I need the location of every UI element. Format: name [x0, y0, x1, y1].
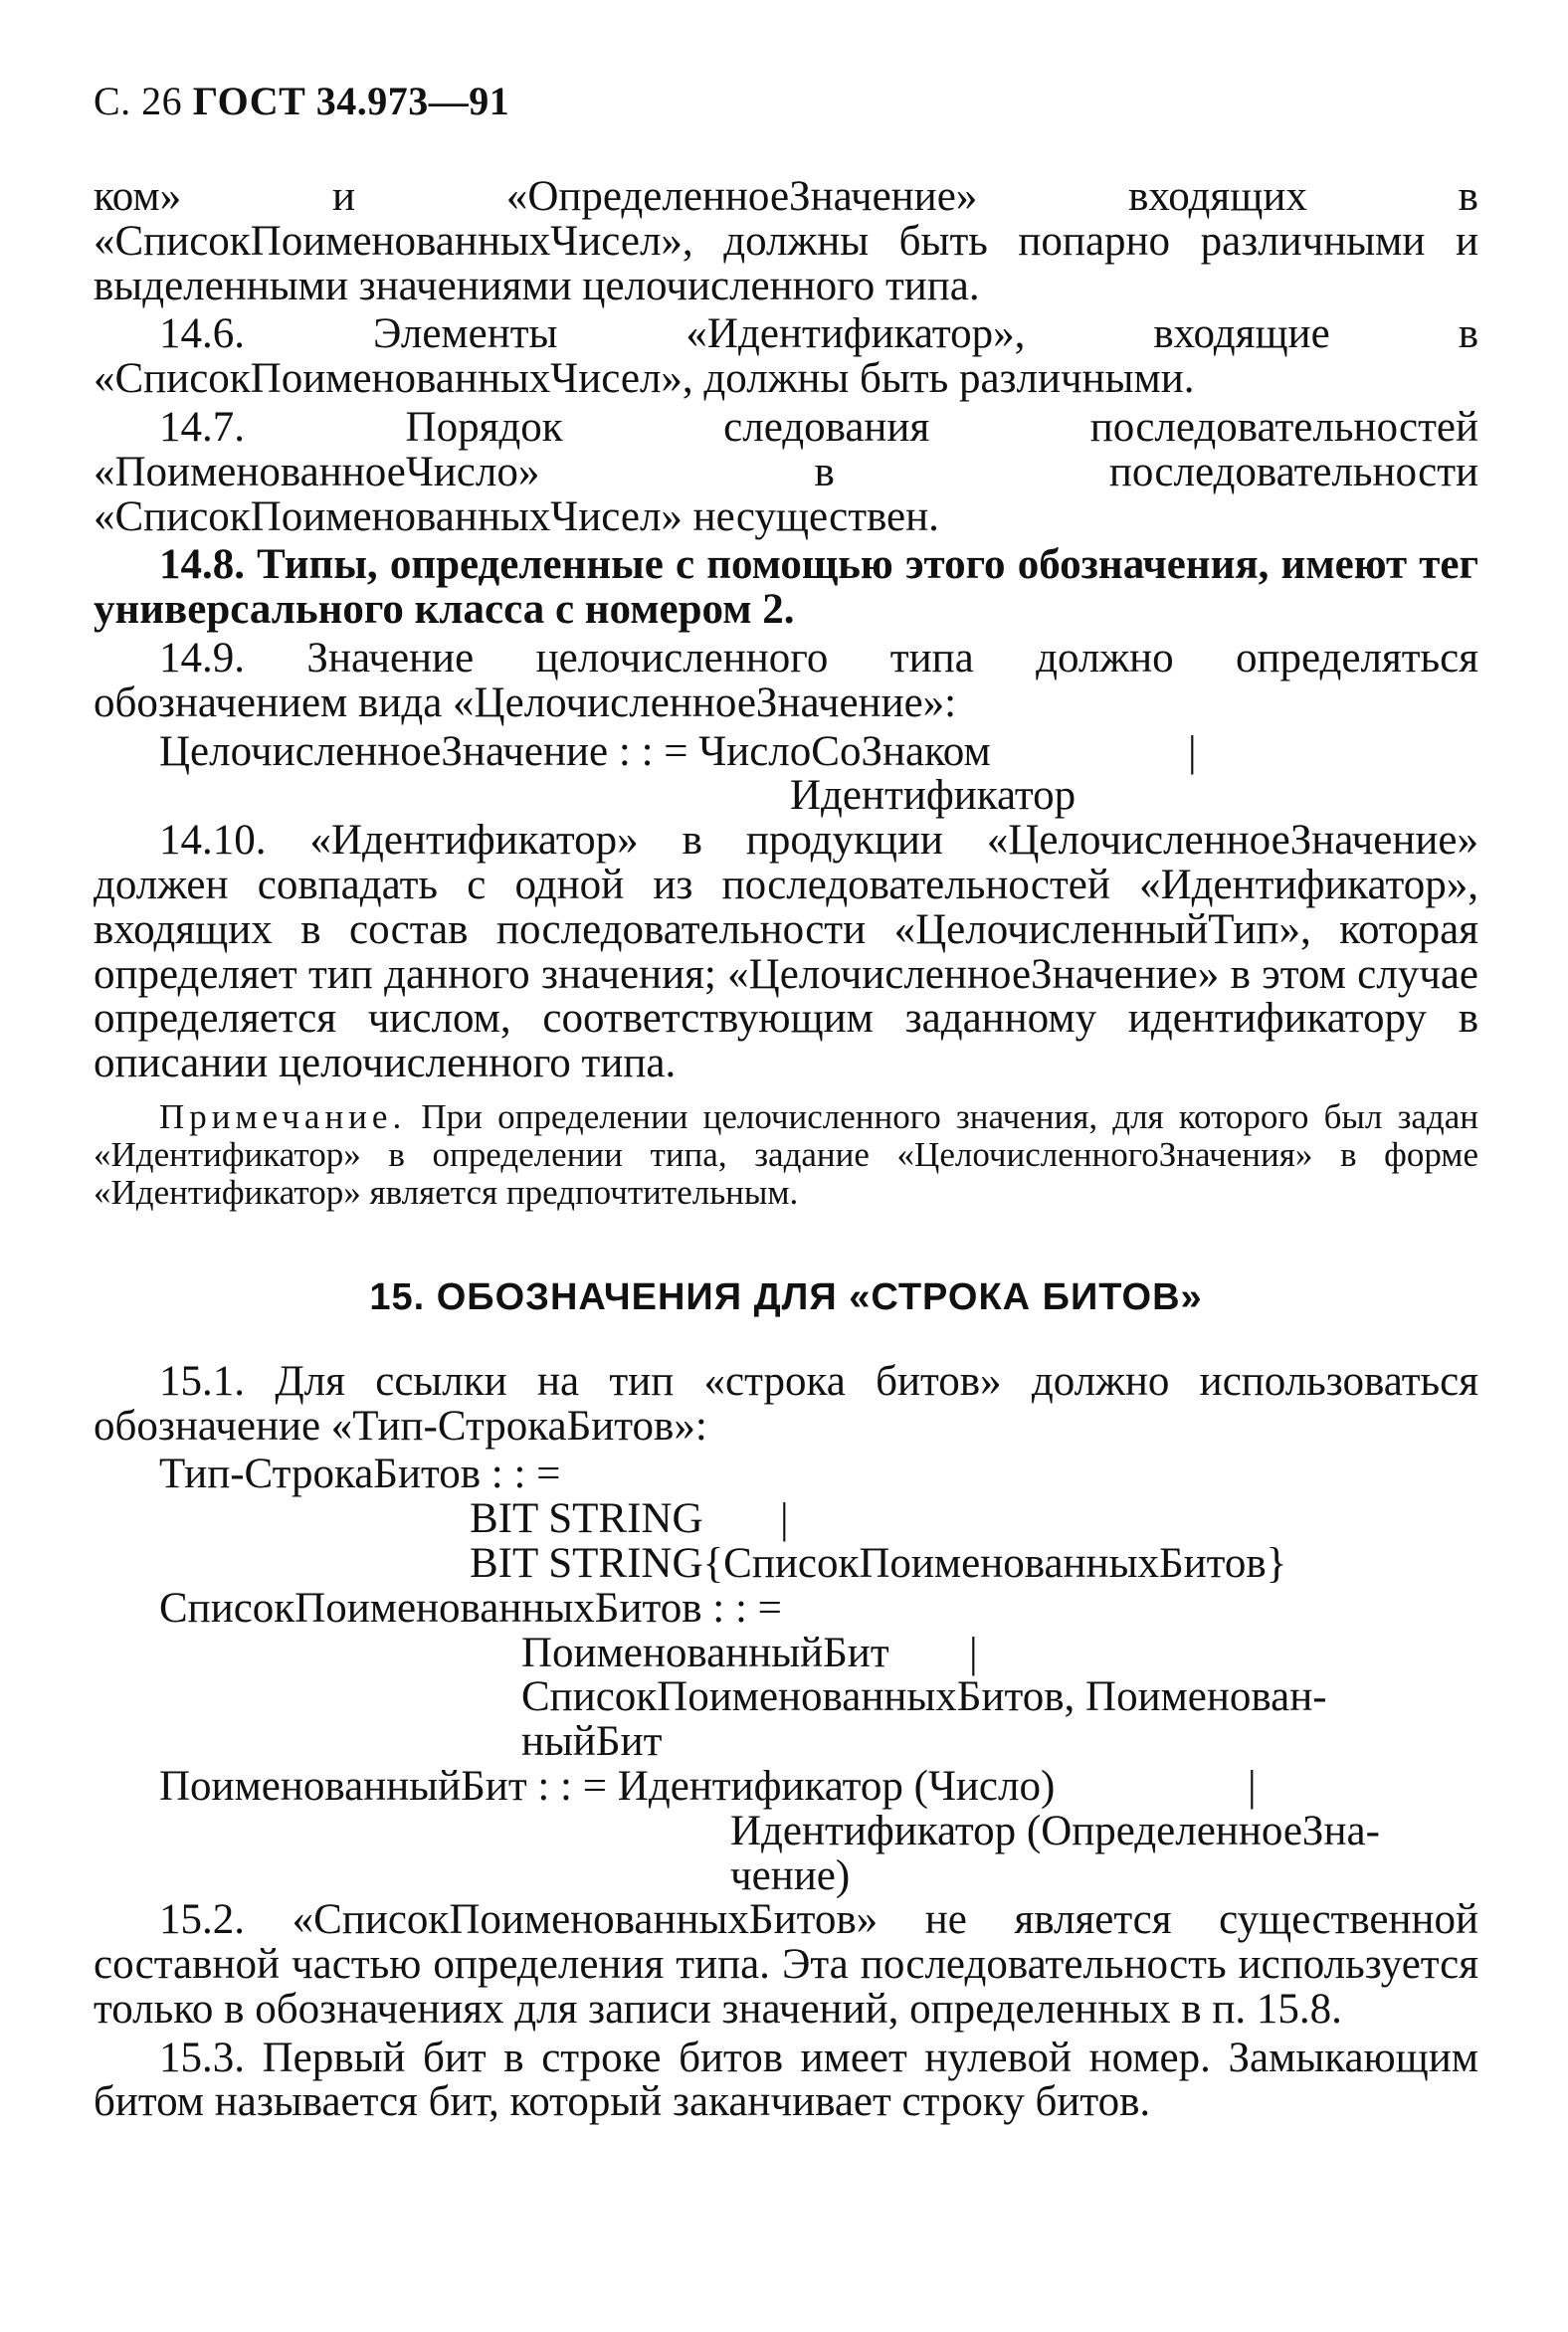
page-number: С. 26 — [94, 79, 183, 123]
grammar-bit-string: BIT STRING — [470, 1495, 703, 1543]
paragraph-14-8-number: 14.8. — [159, 541, 245, 589]
standard-code: ГОСТ 34.973—91 — [192, 79, 510, 123]
grammar-line-8-bar: | — [1248, 1762, 1257, 1810]
production-integer-value-identifier: Идентификатор — [790, 772, 1077, 820]
grammar-line-2-bar: | — [780, 1495, 789, 1543]
grammar-bit-string-named-list: BIT STRING{СписокПоименованныхБитов} — [470, 1539, 1287, 1587]
grammar-line-6 — [94, 1675, 1478, 1720]
grammar-named-bit-list: СписокПоименованныхБитов : : = — [159, 1584, 782, 1632]
grammar-named-bit: ПоименованныйБит — [521, 1629, 889, 1676]
paragraph-15-3: 15.3. Первый бит в строке битов имеет нулевой номер. Замыкающим битом называется бит, который заканчивает строку битов. — [94, 2034, 1478, 2126]
note — [94, 1098, 1478, 1212]
grammar-line-3 — [94, 1539, 1478, 1587]
grammar-bit-string-type: Тип-СтрокаБитов : : = — [159, 1451, 561, 1498]
grammar-line-2 — [94, 1497, 1478, 1542]
grammar-line-4 — [94, 1584, 1478, 1632]
grammar-named-bit-cont: ныйБит — [521, 1718, 663, 1766]
grammar-line-5 — [94, 1629, 1478, 1676]
grammar-line-5-bar: | — [969, 1629, 978, 1676]
grammar-line-7 — [94, 1720, 1478, 1765]
page-content — [94, 175, 1478, 2129]
paragraph-14-8 — [94, 543, 1478, 633]
grammar-line-9 — [94, 1807, 1478, 1854]
paragraph-15-1: 15.1. Для ссылки на тип «строка битов» должно использоваться обозначение «Тип-СтрокаБитов»: — [94, 1357, 1478, 1450]
paragraph-14-10: 14.10. «Идентификатор» в продукции «ЦелочисленноеЗначение» должен совпадать с одной из последовательностей «Идентификатор», входящих в состав последовательности «ЦелочисленныйТип», которая определяет тип данного значения; «ЦелочисленноеЗначение» в этом случае определяется числом, соответствующим заданному идентификатору в описании целочисленного типа. — [94, 817, 1478, 1087]
production-integer-value-left: ЦелочисленноеЗначение : : = ЧислоСоЗнаком — [159, 727, 991, 775]
production-integer-value-alt — [94, 774, 1478, 819]
grammar-line-1 — [94, 1453, 1478, 1497]
paragraph-14-9: 14.9. Значение целочисленного типа должно определяться обозначением вида «ЦелочисленноеЗначение»: — [94, 634, 1478, 726]
grammar-line-10 — [94, 1851, 1478, 1899]
section-15-heading: 15. ОБОЗНАЧЕНИЯ ДЛЯ «СТРОКА БИТОВ» — [369, 1275, 1203, 1318]
note-label: Примечание. — [159, 1096, 407, 1136]
production-alternative-bar: | — [1188, 727, 1197, 775]
note-text: При определении целочисленного значения, для которого был задан «Идентификатор» в определении типа, задание «ЦелочисленногоЗначения» в форме «Идентификатор» является предпочтительным. — [94, 1096, 1478, 1212]
paragraph-14-8-text: Типы, определенные с помощью этого обозначения, имеют тег универсального класса с номером 2. — [94, 541, 1479, 634]
production-integer-value — [94, 727, 1478, 775]
grammar-named-bit-def: ПоименованныйБит : : = Идентификатор (Число) — [159, 1762, 1056, 1810]
paragraph-15-2: 15.2. «СписокПоименованныхБитов» не является существенной составной частью определения типа. Эта последовательность используется только в обозначениях для записи значений, определенных в п. 15.8. — [94, 1896, 1478, 2033]
grammar-line-8 — [94, 1762, 1478, 1810]
grammar-identifier-defined-value-cont: чение) — [730, 1851, 851, 1899]
grammar-named-bit-list-recursive: СписокПоименованныхБитов, Поименован- — [521, 1673, 1327, 1721]
paragraph-14-6: 14.6. Элементы «Идентификатор», входящие в «СписокПоименованныхЧисел», должны быть различными. — [94, 310, 1478, 403]
paragraph-14-7: 14.7. Порядок следования последовательностей «ПоименованноеЧисло» в последовательности «СписокПоименованныхЧисел» несуществен. — [94, 403, 1478, 540]
page-header — [94, 78, 509, 124]
grammar-identifier-defined-value: Идентификатор (ОпределенноеЗна- — [730, 1807, 1380, 1854]
paragraph-continuation: ком» и «ОпределенноеЗначение» входящих в «СписокПоименованныхЧисел», должны быть попарно различными и выделенными значениями целочисленного типа. — [94, 173, 1478, 309]
